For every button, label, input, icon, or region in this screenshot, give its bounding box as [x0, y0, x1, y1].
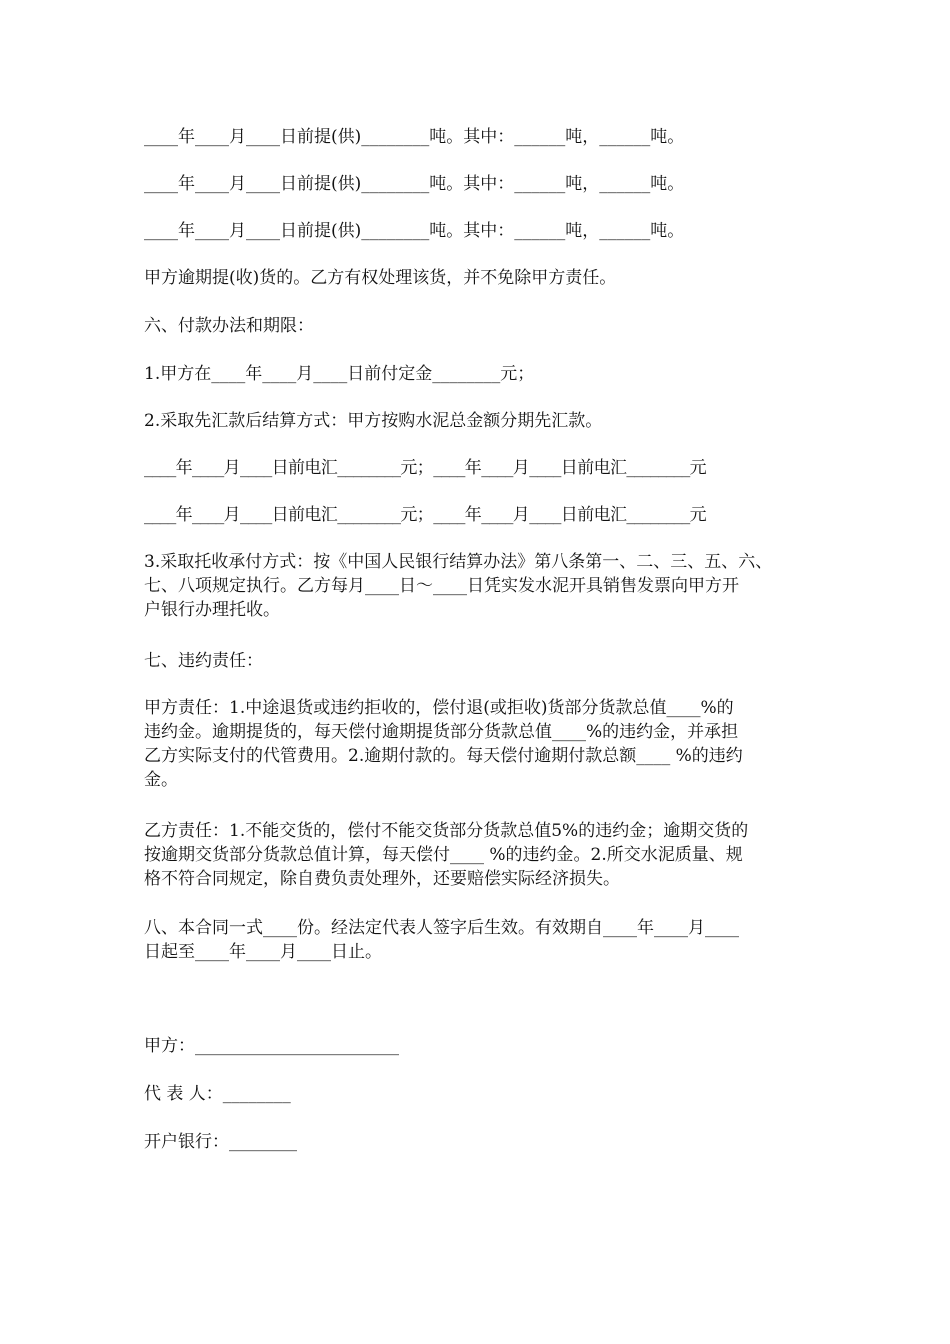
payment-item-1: 1.甲方在____年____月____日前付定金________元； — [144, 364, 535, 384]
section-6-title: 六、付款办法和期限： — [144, 316, 314, 336]
signature-bank: 开户银行：________ — [144, 1132, 297, 1152]
signature-representative: 代 表 人：________ — [144, 1084, 291, 1104]
payment-item-3: 3.采取托收承付方式：按《中国人民银行结算办法》第八条第一、二、三、五、六、 七、八项规定执行。乙方每月____日～____日凭实发水泥开具销售发票向甲方开 户银行办理托收。 — [144, 552, 773, 620]
section-8-term: 八、本合同一式____份。经法定代表人签字后生效。有效期自____年____月____ 日起至____年____月____日止。 — [144, 918, 739, 962]
remittance-row-2: ____年____月____日前电汇________元；____年____月____日前电汇________元 — [144, 505, 706, 525]
delivery-schedule-line-1: ____年____月____日前提(供)________吨。其中：______吨，______吨。 — [144, 127, 685, 147]
party-b-liability: 乙方责任：1.不能交货的，偿付不能交货部分货款总值5%的违约金；逾期交货的 按逾期交货部分货款总值计算，每天偿付____ %的违约金。2.所交水泥质量、规 格不符合同规定，除自费负责处理外，还要赔偿实际经济损失。 — [144, 821, 749, 889]
remittance-row-1: ____年____月____日前电汇________元；____年____月____日前电汇________元 — [144, 458, 706, 478]
delivery-schedule-line-2: ____年____月____日前提(供)________吨。其中：______吨，______吨。 — [144, 174, 685, 194]
section-7-title: 七、违约责任： — [144, 651, 263, 671]
overdue-pickup-clause: 甲方逾期提(收)货的。乙方有权处理该货，并不免除甲方责任。 — [144, 268, 617, 288]
signature-party-a: 甲方：________________________ — [144, 1036, 399, 1056]
payment-item-2: 2.采取先汇款后结算方式：甲方按购水泥总金额分期先汇款。 — [144, 411, 603, 431]
party-a-liability: 甲方责任：1.中途退货或违约拒收的，偿付退(或拒收)货部分货款总值____%的 违约金。逾期提货的，每天偿付逾期提货部分货款总值____%的违约金，并承担 乙方实际支付的代管费用。2.逾期付款的。每天偿付逾期付款总额____ %的违约 金。 — [144, 698, 743, 790]
delivery-schedule-line-3: ____年____月____日前提(供)________吨。其中：______吨，______吨。 — [144, 221, 685, 241]
